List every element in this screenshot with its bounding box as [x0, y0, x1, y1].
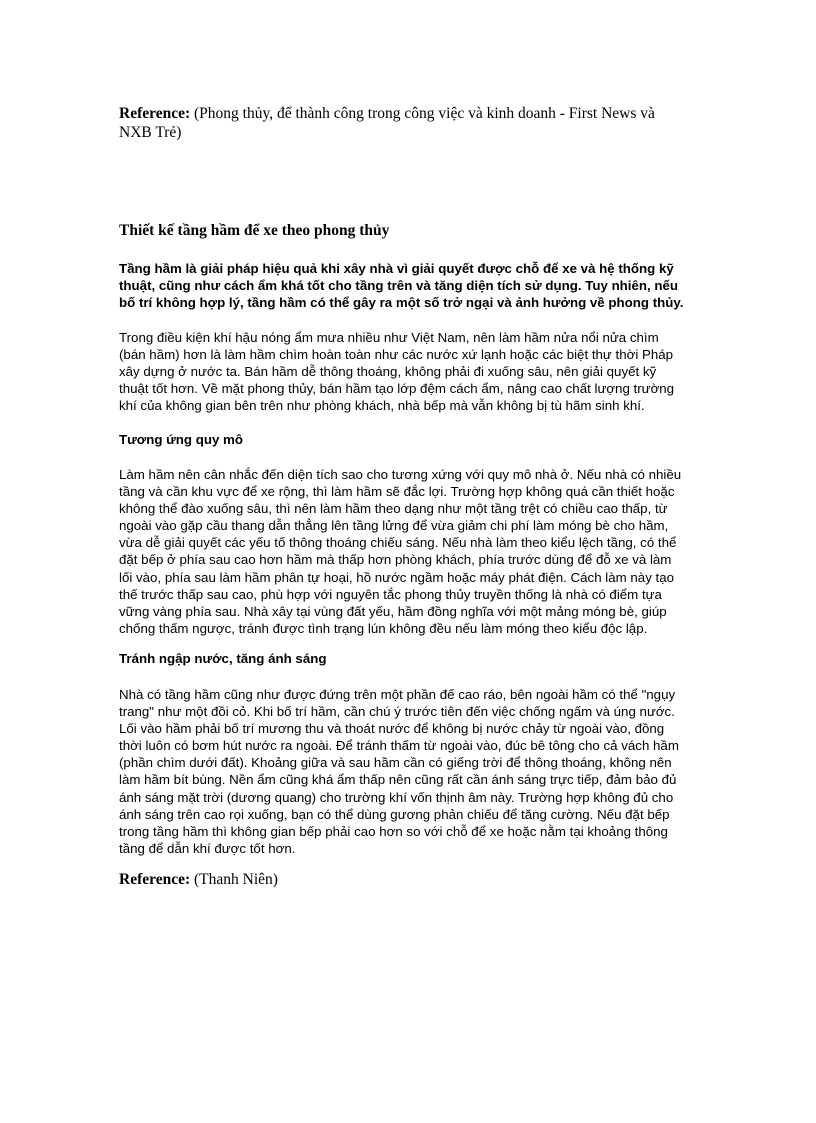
subheading-2: Tránh ngập nước, tăng ánh sáng [119, 651, 327, 666]
article-lead: Tầng hầm là giải pháp hiệu quả khi xây nhà vì giải quyết được chỗ để xe và hệ thống kỹ thuật, cũng như cách ẩm khá tốt cho tầng trên và tăng diện tích sử dụng. Tuy nhiên, nếu bố trí không hợp lý, tầng hầm có thể gây ra một số trở ngại và ảnh hưởng về phong thủy. [119, 261, 684, 310]
reference-label: Reference: [119, 871, 191, 888]
reference-label: Reference: [119, 105, 191, 122]
reference-top [119, 104, 687, 142]
paragraph-2: Làm hầm nên cân nhắc đến diện tích sao cho tương xứng với quy mô nhà ở. Nếu nhà có nhiều tầng và cần khu vực để xe rộng, thì làm hầm sẽ đắc lợi. Trường hợp không quá cần thiết hoặc không thể đào xuống sâu, thì nên làm hầm theo dạng như một tầng trệt có chiều cao thấp, từ ngoài vào gặp cầu thang dẫn thẳng lên tầng lửng để vừa giảm chi phí làm móng bè cho hầm, vừa dễ giải quyết các yếu tố thông thoáng chiếu sáng. Nếu nhà làm theo kiểu lệch tầng, có thể đặt bếp ở phía sau cao hơn hầm mà thấp hơn phòng khách, phía trước dùng để đỗ xe và làm lối vào, phía sau làm hầm phân tự hoại, hồ nước ngầm hoặc máy phát điện. Cách làm này tạo thế trước thấp sau cao, phù hợp với nguyên tắc phong thủy truyền thống là nhà có điểm tựa vững vàng phía sau. Nhà xây tại vùng đất yếu, hầm đồng nghĩa với một mảng móng bè, giúp chống thấm ngược, tránh được tình trạng lún không đều nếu làm móng theo kiểu độc lập. [119, 467, 682, 636]
reference-text: (Phong thủy, để thành công trong công việc và kinh doanh - First News và NXB Trẻ) [119, 105, 655, 141]
paragraph-1: Trong điều kiện khí hậu nóng ẩm mưa nhiều như Việt Nam, nên làm hầm nửa nổi nửa chìm (bán hầm) hơn là làm hầm chìm hoàn toàn như các nước xứ lạnh hoặc các biệt thự thời Pháp xây dựng ở nước ta. Bán hầm dễ thông thoáng, không phải đi xuống sâu, nên giải quyết kỹ thuật tốt hơn. Về mặt phong thủy, bán hầm tạo lớp đệm cách ẩm, nâng cao chất lượng trường khí của không gian bên trên như phòng khách, nhà bếp mà vẫn không bị tù hãm sinh khí. [119, 330, 675, 414]
reference-text: (Thanh Niên) [190, 871, 278, 888]
article-title: Thiết kế tầng hầm để xe theo phong thủy [119, 222, 390, 239]
reference-bottom [119, 870, 687, 889]
paragraph-3: Nhà có tầng hầm cũng như được đứng trên một phần đế cao ráo, bên ngoài hầm có thể "ngụy trang" như một đồi cỏ. Khi bố trí hầm, cần chú ý trước tiên đến việc chống ngấm và úng nước. Lối vào hầm phải bố trí mương thu và thoát nước để không bị nước chảy từ ngoài vào, đồng thời luôn có bơm hút nước ra ngoài. Để tránh thấm từ ngoài vào, đúc bê tông cho cả vách hầm (phần chìm dưới đất). Khoảng giữa và sau hầm cần có giếng trời để thông thoáng, không nên làm hầm bít bùng. Nền ẩm cũng khá ẩm thấp nên cũng rất cần ánh sáng trực tiếp, đảm bảo đủ ánh sáng mặt trời (dương quang) cho trường khí vốn thịnh âm này. Trường hợp không đủ cho ánh sáng trên cao rọi xuống, bạn có thể dùng gương phản chiếu để tăng cường. Nếu đặt bếp trong tầng hầm thì không gian bếp phải cao hơn so với chỗ để xe hoặc nằm tại khoảng thông tầng để dẫn khí được tốt hơn. [119, 687, 679, 856]
subheading-1: Tương ứng quy mô [119, 432, 243, 447]
